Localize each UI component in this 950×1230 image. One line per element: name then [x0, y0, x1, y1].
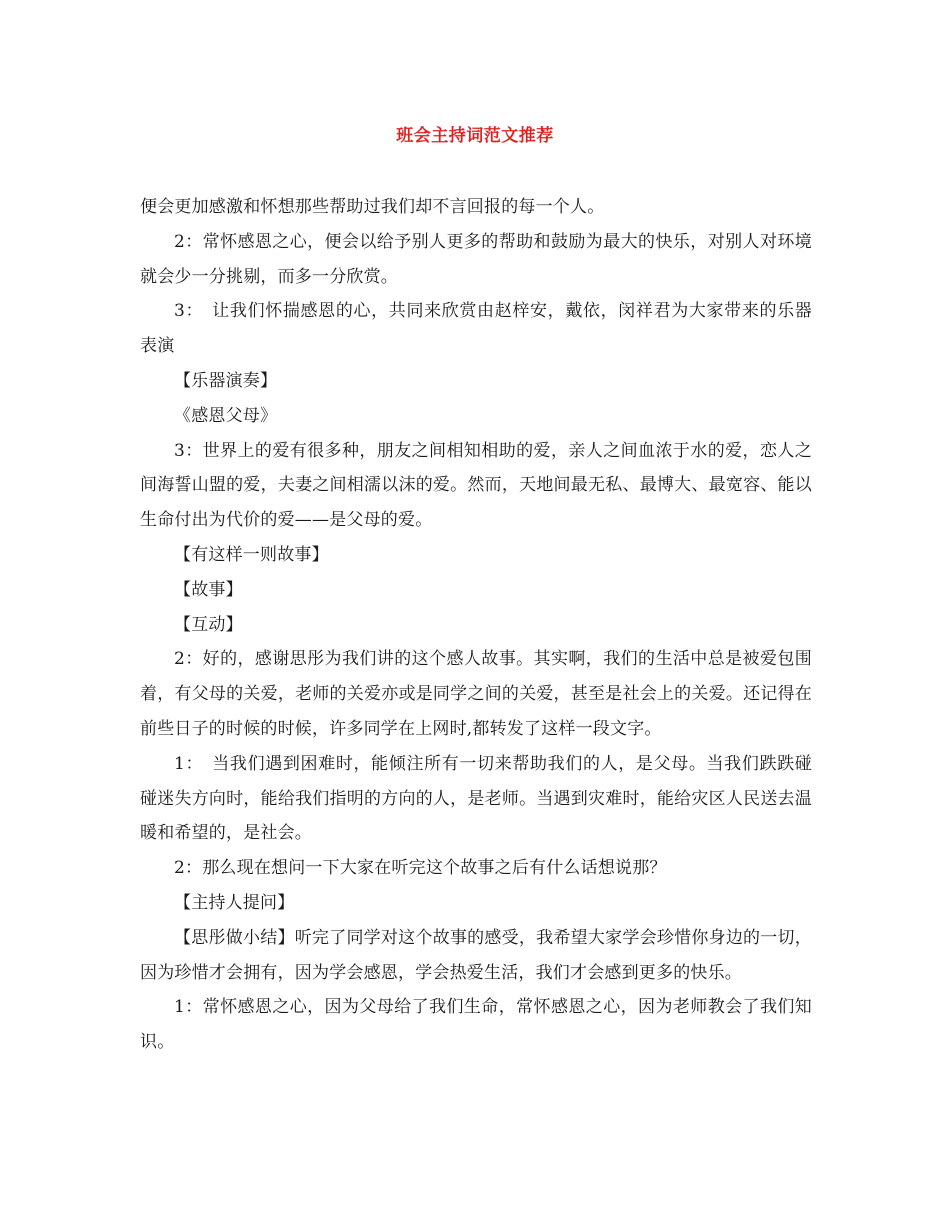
document-title: 班会主持词范文推荐 [396, 126, 554, 146]
document-body [140, 190, 812, 1060]
paragraph: 1： 当我们遇到困难时，能倾注所有一切来帮助我们的人，是父母。当我们跌跌碰碰迷失方向时，能给我们指明的方向的人，是老师。当遇到灾难时，能给灾区人民送去温暖和希望的，是社会。 [140, 753, 812, 844]
paragraph: 【故事】 [174, 579, 243, 600]
paragraph: 2：那么现在想问一下大家在听完这个故事之后有什么话想说那？ [174, 858, 667, 879]
paragraph: 便会更加感激和怀想那些帮助过我们却不言回报的每一个人。 [140, 197, 605, 217]
paragraph: 【思彤做小结】听完了同学对这个故事的感受，我希望大家学会珍惜你身边的一切，因为珍惜才会拥有，因为学会感恩，学会热爱生活，我们才会感到更多的快乐。 [140, 927, 812, 983]
paragraph: 【乐器演奏】 [174, 370, 278, 391]
paragraph: 《感恩父母》 [174, 405, 278, 426]
paragraph: 【主持人提问】 [174, 892, 295, 913]
paragraph: 2：常怀感恩之心，便会以给予别人更多的帮助和鼓励为最大的快乐，对别人对环境就会少一分挑剔，而多一分欣赏。 [140, 231, 812, 287]
paragraph: 【互动】 [174, 614, 243, 635]
paragraph: 【有这样一则故事】 [174, 544, 329, 565]
paragraph: 3： 让我们怀揣感恩的心，共同来欣赏由赵梓安，戴依，闵祥君为大家带来的乐器表演 [140, 301, 812, 357]
paragraph: 3：世界上的爱有很多种，朋友之间相知相助的爱，亲人之间血浓于水的爱，恋人之间海誓山盟的爱，夫妻之间相濡以沫的爱。然而，天地间最无私、最博大、最宽容、能以生命付出为代价的爱——是父母的爱。 [140, 440, 812, 531]
paragraph: 2：好的，感谢思彤为我们讲的这个感人故事。其实啊，我们的生活中总是被爱包围着，有父母的关爱，老师的关爱亦或是同学之间的关爱，甚至是社会上的关爱。还记得在前些日子的时候的时候，许多同学在上网时,都转发了这样一段文字。 [140, 649, 812, 739]
paragraph: 1：常怀感恩之心，因为父母给了我们生命，常怀感恩之心，因为老师教会了我们知识。 [140, 997, 812, 1053]
